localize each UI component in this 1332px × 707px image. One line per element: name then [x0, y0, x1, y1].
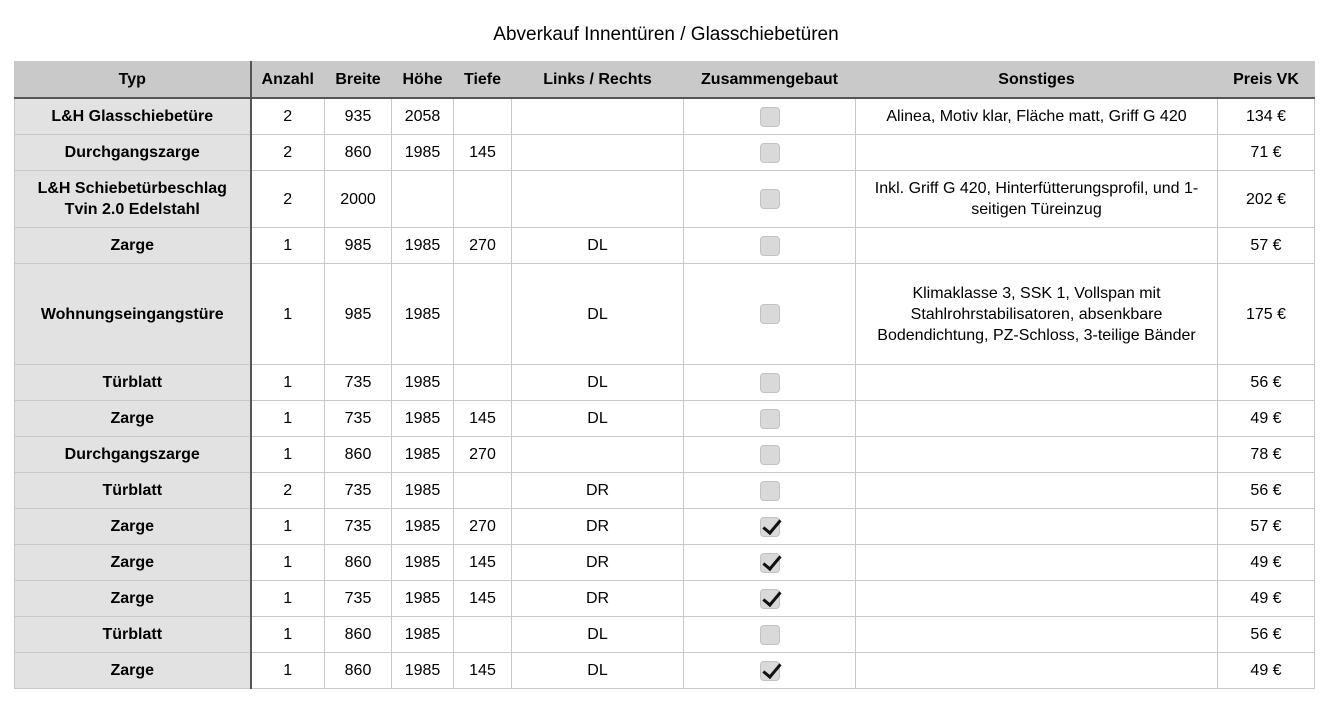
header-tiefe: Tiefe [454, 62, 512, 99]
table-row [15, 437, 1315, 473]
table-row [15, 653, 1315, 689]
unchecked-checkbox[interactable] [760, 236, 780, 256]
header-zusammengebaut: Zusammengebaut [684, 62, 856, 99]
cell-sonstiges [856, 437, 1218, 473]
cell-typ: Wohnungseingangstüre [15, 264, 251, 365]
cell-preis: 49 € [1218, 653, 1315, 689]
cell-typ: L&H Glasschiebetüre [15, 98, 251, 135]
checked-checkbox[interactable] [760, 661, 780, 681]
unchecked-checkbox[interactable] [760, 373, 780, 393]
header-typ: Typ [15, 62, 251, 99]
cell-zusammengebaut [684, 437, 856, 473]
cell-anzahl: 1 [251, 509, 325, 545]
cell-typ: Zarge [15, 653, 251, 689]
cell-breite: 985 [325, 228, 392, 264]
cell-hoehe [392, 171, 454, 228]
cell-hoehe: 1985 [392, 135, 454, 171]
table-row [15, 509, 1315, 545]
cell-tiefe [454, 98, 512, 135]
table-row [15, 545, 1315, 581]
cell-preis: 57 € [1218, 228, 1315, 264]
table-row [15, 365, 1315, 401]
cell-preis: 49 € [1218, 545, 1315, 581]
cell-hoehe: 1985 [392, 653, 454, 689]
cell-sonstiges [856, 135, 1218, 171]
cell-breite: 860 [325, 545, 392, 581]
cell-anzahl: 1 [251, 581, 325, 617]
cell-hoehe: 1985 [392, 437, 454, 473]
cell-tiefe [454, 171, 512, 228]
unchecked-checkbox[interactable] [760, 409, 780, 429]
cell-sonstiges: Inkl. Griff G 420, Hinterfütterungsprofil, und 1-seitigen Türeinzug [856, 171, 1218, 228]
cell-preis: 57 € [1218, 509, 1315, 545]
cell-zusammengebaut [684, 171, 856, 228]
cell-sonstiges [856, 509, 1218, 545]
checked-checkbox[interactable] [760, 589, 780, 609]
cell-anzahl: 2 [251, 473, 325, 509]
cell-sonstiges [856, 617, 1218, 653]
cell-sonstiges [856, 653, 1218, 689]
cell-links-rechts: DR [512, 473, 684, 509]
cell-zusammengebaut [684, 653, 856, 689]
cell-breite: 860 [325, 437, 392, 473]
cell-typ: Türblatt [15, 473, 251, 509]
cell-anzahl: 1 [251, 617, 325, 653]
cell-tiefe: 270 [454, 509, 512, 545]
cell-zusammengebaut [684, 545, 856, 581]
cell-links-rechts: DR [512, 509, 684, 545]
cell-hoehe: 1985 [392, 365, 454, 401]
table-row [15, 617, 1315, 653]
cell-anzahl: 1 [251, 264, 325, 365]
cell-links-rechts [512, 135, 684, 171]
cell-sonstiges [856, 545, 1218, 581]
cell-preis: 134 € [1218, 98, 1315, 135]
cell-links-rechts: DL [512, 617, 684, 653]
cell-links-rechts: DR [512, 545, 684, 581]
cell-preis: 78 € [1218, 437, 1315, 473]
cell-zusammengebaut [684, 473, 856, 509]
cell-hoehe: 1985 [392, 228, 454, 264]
cell-tiefe [454, 617, 512, 653]
cell-links-rechts [512, 171, 684, 228]
cell-zusammengebaut [684, 581, 856, 617]
cell-anzahl: 2 [251, 171, 325, 228]
table-row [15, 98, 1315, 135]
cell-anzahl: 1 [251, 228, 325, 264]
cell-breite: 735 [325, 365, 392, 401]
cell-sonstiges [856, 228, 1218, 264]
cell-hoehe: 1985 [392, 509, 454, 545]
cell-breite: 860 [325, 653, 392, 689]
table-row [15, 228, 1315, 264]
cell-anzahl: 2 [251, 98, 325, 135]
cell-tiefe: 145 [454, 581, 512, 617]
cell-preis: 49 € [1218, 401, 1315, 437]
cell-breite: 985 [325, 264, 392, 365]
header-breite: Breite [325, 62, 392, 99]
cell-sonstiges: Klimaklasse 3, SSK 1, Vollspan mit Stahlrohrstabilisatoren, absenkbare Bodendichtung, PZ-Schloss, 3-teilige Bänder [856, 264, 1218, 365]
cell-zusammengebaut [684, 264, 856, 365]
cell-breite: 735 [325, 581, 392, 617]
cell-sonstiges [856, 581, 1218, 617]
header-links-rechts: Links / Rechts [512, 62, 684, 99]
page-title: Abverkauf Innentüren / Glasschiebetüren [493, 24, 839, 45]
cell-typ: Türblatt [15, 365, 251, 401]
cell-sonstiges [856, 365, 1218, 401]
cell-preis: 56 € [1218, 473, 1315, 509]
cell-preis: 202 € [1218, 171, 1315, 228]
cell-tiefe: 145 [454, 653, 512, 689]
cell-sonstiges: Alinea, Motiv klar, Fläche matt, Griff G 420 [856, 98, 1218, 135]
cell-sonstiges [856, 473, 1218, 509]
cell-typ: Zarge [15, 228, 251, 264]
unchecked-checkbox[interactable] [760, 304, 780, 324]
cell-hoehe: 1985 [392, 264, 454, 365]
cell-breite: 2000 [325, 171, 392, 228]
cell-preis: 49 € [1218, 581, 1315, 617]
cell-tiefe [454, 264, 512, 365]
cell-links-rechts [512, 98, 684, 135]
cell-typ: Zarge [15, 581, 251, 617]
cell-hoehe: 1985 [392, 473, 454, 509]
cell-tiefe: 145 [454, 401, 512, 437]
cell-typ: Durchgangszarge [15, 437, 251, 473]
table-row [15, 264, 1315, 365]
header-anzahl: Anzahl [251, 62, 325, 99]
checked-checkbox[interactable] [760, 553, 780, 573]
table-row [15, 473, 1315, 509]
cell-hoehe: 1985 [392, 581, 454, 617]
cell-zusammengebaut [684, 401, 856, 437]
cell-anzahl: 1 [251, 545, 325, 581]
table-row [15, 401, 1315, 437]
cell-typ: Türblatt [15, 617, 251, 653]
cell-zusammengebaut [684, 365, 856, 401]
cell-anzahl: 1 [251, 401, 325, 437]
cell-breite: 735 [325, 509, 392, 545]
cell-typ: Zarge [15, 509, 251, 545]
cell-zusammengebaut [684, 135, 856, 171]
cell-preis: 175 € [1218, 264, 1315, 365]
header-preis: Preis VK [1218, 62, 1315, 99]
cell-links-rechts: DL [512, 228, 684, 264]
unchecked-checkbox[interactable] [760, 445, 780, 465]
cell-tiefe: 270 [454, 437, 512, 473]
cell-anzahl: 1 [251, 365, 325, 401]
cell-breite: 735 [325, 473, 392, 509]
cell-breite: 735 [325, 401, 392, 437]
cell-breite: 860 [325, 617, 392, 653]
table-row [15, 171, 1315, 228]
unchecked-checkbox[interactable] [760, 107, 780, 127]
cell-zusammengebaut [684, 228, 856, 264]
cell-hoehe: 1985 [392, 617, 454, 653]
header-sonstiges: Sonstiges [856, 62, 1218, 99]
cell-typ: L&H Schiebetürbeschlag Tvin 2.0 Edelstahl [15, 171, 251, 228]
cell-hoehe: 1985 [392, 545, 454, 581]
cell-links-rechts: DR [512, 581, 684, 617]
header-hoehe: Höhe [392, 62, 454, 99]
sales-table [14, 61, 1315, 689]
cell-hoehe: 2058 [392, 98, 454, 135]
cell-zusammengebaut [684, 98, 856, 135]
checked-checkbox[interactable] [760, 517, 780, 537]
cell-tiefe: 145 [454, 545, 512, 581]
unchecked-checkbox[interactable] [760, 625, 780, 645]
cell-tiefe [454, 473, 512, 509]
cell-anzahl: 2 [251, 135, 325, 171]
cell-preis: 56 € [1218, 617, 1315, 653]
header-row [15, 62, 1315, 99]
unchecked-checkbox[interactable] [760, 481, 780, 501]
cell-links-rechts: DL [512, 401, 684, 437]
cell-links-rechts: DL [512, 365, 684, 401]
cell-preis: 56 € [1218, 365, 1315, 401]
unchecked-checkbox[interactable] [760, 189, 780, 209]
cell-tiefe [454, 365, 512, 401]
cell-typ: Zarge [15, 545, 251, 581]
cell-links-rechts [512, 437, 684, 473]
cell-breite: 860 [325, 135, 392, 171]
cell-tiefe: 270 [454, 228, 512, 264]
table-body [15, 98, 1315, 689]
cell-breite: 935 [325, 98, 392, 135]
cell-preis: 71 € [1218, 135, 1315, 171]
cell-anzahl: 1 [251, 437, 325, 473]
cell-links-rechts: DL [512, 653, 684, 689]
cell-anzahl: 1 [251, 653, 325, 689]
cell-zusammengebaut [684, 617, 856, 653]
cell-zusammengebaut [684, 509, 856, 545]
unchecked-checkbox[interactable] [760, 143, 780, 163]
cell-typ: Durchgangszarge [15, 135, 251, 171]
cell-typ: Zarge [15, 401, 251, 437]
table-row [15, 581, 1315, 617]
cell-tiefe: 145 [454, 135, 512, 171]
cell-sonstiges [856, 401, 1218, 437]
cell-hoehe: 1985 [392, 401, 454, 437]
table-row [15, 135, 1315, 171]
cell-links-rechts: DL [512, 264, 684, 365]
